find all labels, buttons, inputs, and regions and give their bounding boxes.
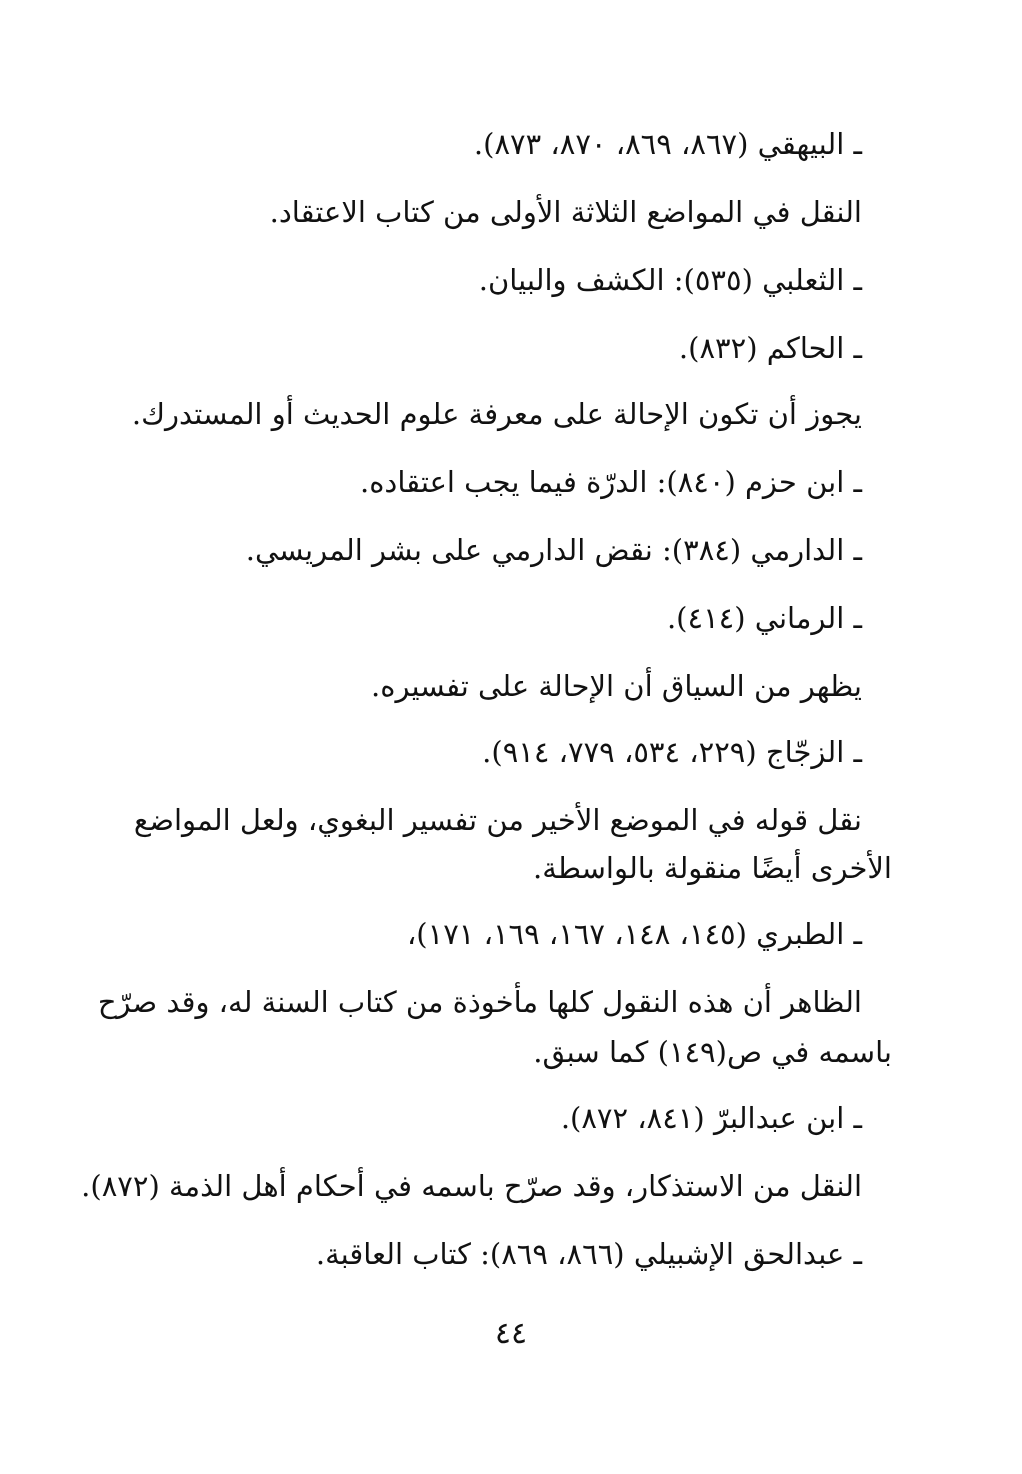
entry-bayhaqi: ـ البيهقي (٨٦٧، ٨٦٩، ٨٧٠، ٨٧٣). — [473, 127, 862, 161]
note-rummani: يظهر من السياق أن الإحالة على تفسيره. — [371, 669, 862, 703]
entry-rummani: ـ الرماني (٤١٤). — [666, 601, 862, 635]
entry-ibn-hazm: ـ ابن حزم (٨٤٠): الدرّة فيما يجب اعتقاده. — [360, 465, 862, 499]
entry-hakim: ـ الحاكم (٨٣٢). — [678, 331, 862, 365]
note-hakim: يجوز أن تكون الإحالة على معرفة علوم الحديث أو المستدرك. — [131, 397, 862, 431]
entry-darimi: ـ الدارمي (٣٨٤): نقض الدارمي على بشر المريسي. — [245, 533, 862, 567]
entry-thalabi: ـ الثعلبي (٥٣٥): الكشف والبيان. — [478, 263, 862, 297]
entry-ibn-abd-al-barr: ـ ابن عبدالبرّ (٨٤١، ٨٧٢). — [560, 1101, 862, 1135]
entry-abd-al-haqq: ـ عبدالحق الإشبيلي (٨٦٦، ٨٦٩): كتاب العاقبة. — [315, 1237, 862, 1271]
note-tabari-line-1: الظاهر أن هذه النقول كلها مأخوذة من كتاب السنة له، وقد صرّح — [97, 985, 862, 1019]
note-zajjaj-line-2: الأخرى أيضًا منقولة بالواسطة. — [533, 851, 892, 885]
page-number: ٤٤ — [494, 1316, 528, 1351]
note-tabari-line-2: باسمه في ص(١٤٩) كما سبق. — [533, 1035, 892, 1069]
note-bayhaqi: النقل في المواضع الثلاثة الأولى من كتاب الاعتقاد. — [269, 195, 862, 229]
entry-tabari: ـ الطبري (١٤٥، ١٤٨، ١٦٧، ١٦٩، ١٧١)، — [406, 917, 862, 951]
note-zajjaj-line-1: نقل قوله في الموضع الأخير من تفسير البغوي، ولعل المواضع — [133, 803, 862, 837]
note-ibn-abd-al-barr: النقل من الاستذكار، وقد صرّح باسمه في أحكام أهل الذمة (٨٧٢). — [81, 1169, 862, 1203]
entry-zajjaj: ـ الزجّاج (٢٢٩، ٥٣٤، ٧٧٩، ٩١٤). — [482, 735, 862, 769]
